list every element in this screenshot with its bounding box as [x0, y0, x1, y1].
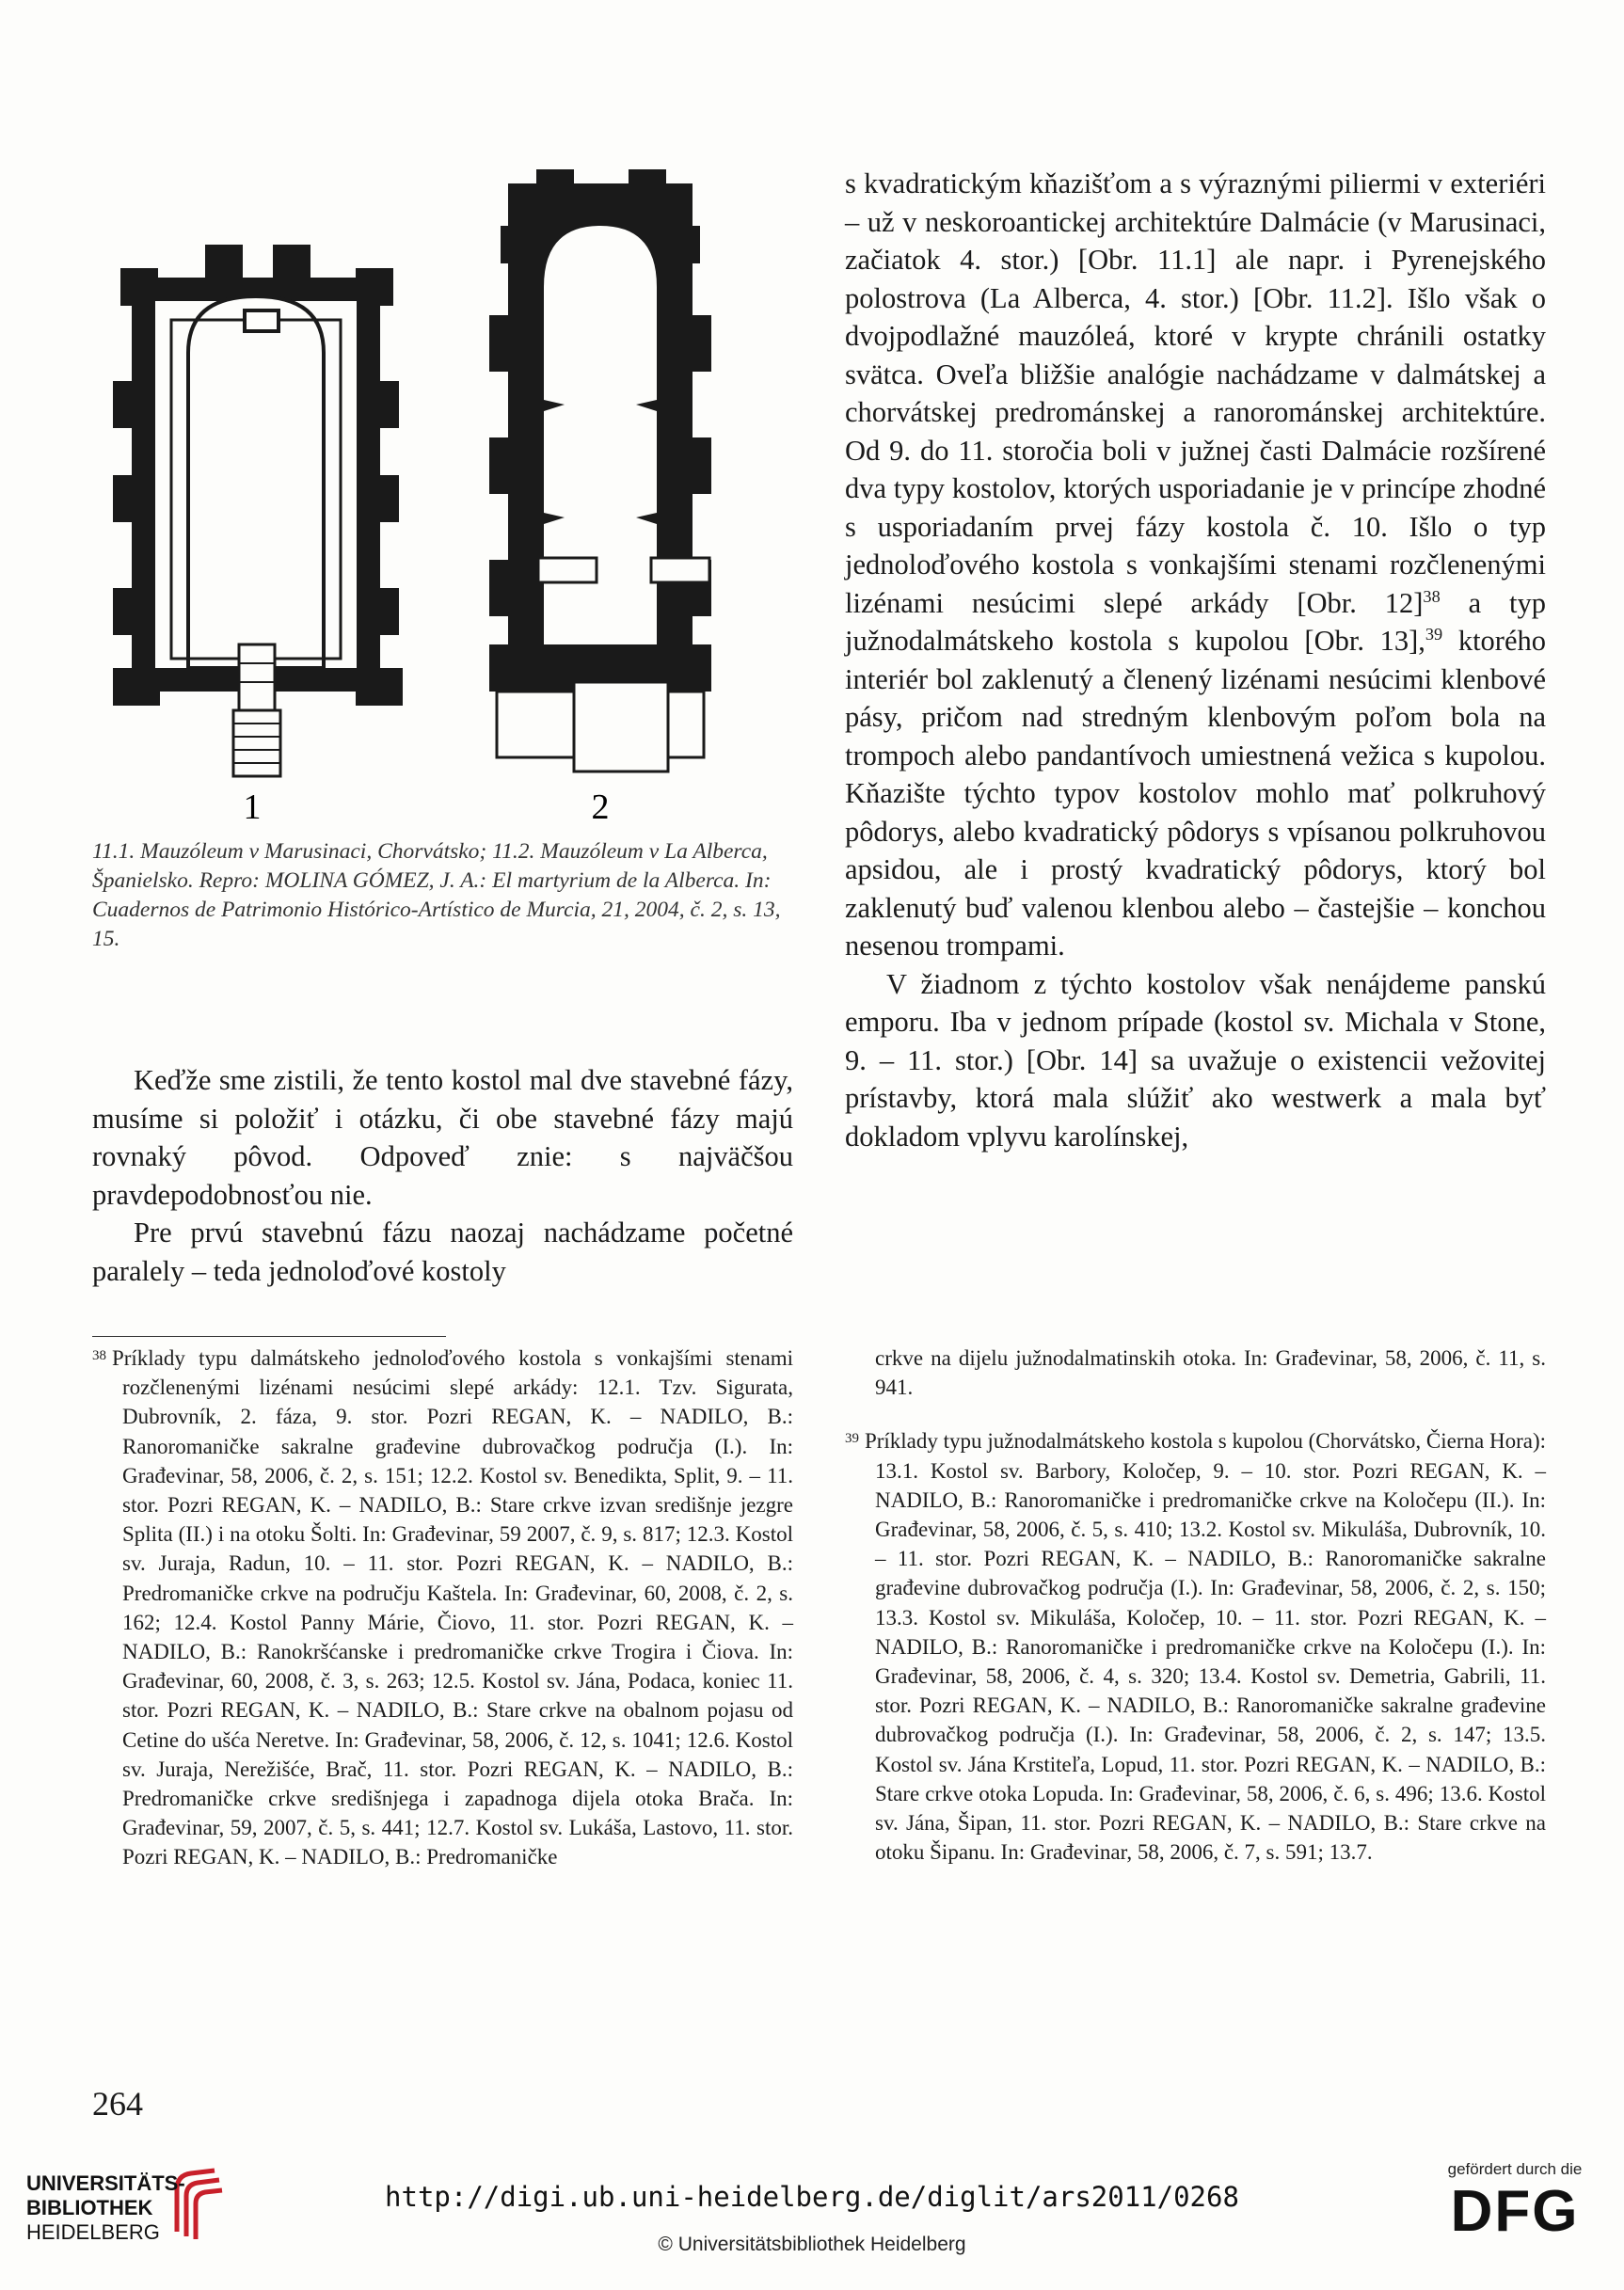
- footnote-ref-39[interactable]: 39: [1425, 624, 1443, 644]
- library-name-line2: BIBLIOTHEK: [26, 2196, 153, 2219]
- footnote-38-continued: crkve na dijelu južnodalmatinskih otoka. In: Građevinar, 58, 2006, č. 11, s. 941.: [875, 1346, 1546, 1400]
- library-name-line1: UNIVERSITÄTS-: [26, 2171, 185, 2195]
- plan-1-marusinaci: [113, 245, 403, 776]
- footnote-separator: [92, 1336, 446, 1337]
- right-column-body: [845, 165, 1546, 1155]
- copyright-notice: © Universitätsbibliothek Heidelberg: [658, 2234, 966, 2255]
- library-name-line3: HEIDELBERG: [26, 2220, 160, 2244]
- dfg-label: gefördert durch die: [1447, 2160, 1583, 2178]
- figure-caption: 11.1. Mauzóleum v Marusinaci, Chorvátsko; 11.2. Mauzóleum v La Alberca, Španielsko. Repro: MOLINA GÓMEZ, J. A.: El martyrium de la Alberca. In: Cuadernos de Patrimonio Histórico-Artístico de Murcia, 21, 2004, č. 2, s. 13, 15.: [92, 839, 781, 951]
- page-number: 264: [92, 2085, 143, 2123]
- paragraph: V žiadnom z týchto kostolov však nenájdeme panskú emporu. Iba v jednom prípade (kostol sv. Michala v Stone, 9. – 11. stor.) [Obr. 14] sa uvažuje o existencii vežovitej prístavby, ktorá mala slúžiť ako westwerk a mala byť dokladom vplyvu karolínskej,: [845, 967, 1546, 1153]
- footnote-number: 39: [845, 1431, 859, 1447]
- plan-2-la-alberca: [489, 169, 711, 771]
- paragraph: Pre prvú stavebnú fázu naozaj nachádzame početné paralely – teda jednoloďové kostoly: [92, 1217, 793, 1287]
- figure-ground-plans: [94, 155, 781, 833]
- footnote-ref-38[interactable]: 38: [1423, 586, 1441, 606]
- source-url-link[interactable]: http://digi.ub.uni-heidelberg.de/diglit/ars2011/0268: [385, 2181, 1239, 2213]
- footnote-38: $^{38}$ Príklady typu dalmátskeho jednoloďového kostola s vonkajšími stenami rozčlenenými lizénami nesúcimi slepé arkády: 12.1. Tzv. Sigurata, Dubrovník, 2. fáza, 9. stor. Pozri REGAN, K. – NADILO, B.: Ranoromaničke sakralne građevine dubrovačkog područja (I.). In: Građevinar, 58, 2006, č. 2, s. 151; 12.2. Kostol sv. Benedikta, Split, 9. – 11. stor. Pozri REGAN, K. – NADILO, B.: Stare crkve izvan središnje jezgre Splita (II.) i na otoku Šolti. In: Građevinar, 59 2007, č. 9, s. 817; 12.3. Kostol sv. Juraja, Radun, 10. – 11. stor. Pozri REGAN, K. – NADILO, B.: Predromaničke crkve na području Kaštela. In: Građevinar, 60, 2008, č. 2, s. 162; 12.4. Kostol Panny Márie, Čiovo, 11. stor. Pozri REGAN, K. – NADILO, B.: Ranokršćanske i predromaničke crkve Trogira i Čiova. In: Građevinar, 60, 2008, č. 3, s. 263; 12.5. Kostol sv. Jána, Podaca, koniec 11. stor. Pozri REGAN, K. – NADILO, B.: Stare crkve na obalnom pojasu od Cetine do ušća Neretve. In: Građevinar, 58, 2006, č. 12, s. 1041; 12.6. Kostol sv. Juraja, Nerežišće, Brač, 11. stor. Pozri REGAN, K. – NADILO, B.: Predromaničke crkve središnjega i zapadnoga dijela otoka Brača. In: Građevinar, 59, 2007, č. 5, s. 441; 12.7. Kostol sv. Lukáša, Lastovo, 11. stor. Pozri REGAN, K. – NADILO, B.: Predromaničke: [92, 1346, 793, 1869]
- footnotes-right: [845, 1344, 1546, 1867]
- plan-2-label: 2: [591, 787, 610, 827]
- paragraph: Keďže sme zistili, že tento kostol mal dve stavebné fázy, musíme si položiť i otázku, či obe stavebné fázy majú rovnaký pôvod. Odpoveď znie: s najväčšou pravdepodobnosťou nie.: [92, 1064, 793, 1211]
- left-column-body: [92, 1061, 793, 1290]
- footnote-number: 38: [92, 1348, 106, 1363]
- paragraph: s kvadratickým kňazišťom a s výraznými piliermi v exteriéri – už v neskoroantickej architektúre Dalmácie (v Marusinaci, začiatok 4. stor.) [Obr. 11.1] ale napr. i Pyrenejského polostrova (La Alberca, 4. stor.) [Obr. 11.2]. Išlo však o dvojpodlažné mauzóleá, ktoré v krypte chránili ostatky svätca. Oveľa bližšie analógie nachádzame v dalmátskej a chorvátskej predrománskej a ranorománskej architektúre. Od 9. do 11. storočia boli v južnej časti Dalmácie rozšírené dva typy kostolov, ktorých usporiadanie je v princípe zhodné s usporiadaním prvej fázy kostola č. 10. Išlo o typ jednoloďového kostola s vonkajšími stenami rozčlenenými lizénami nesúcimi slepé arkády [Obr. 12]$^{38}$ a typ južnodalmátskeho kostola s kupolou [Obr. 13],$^{39}$ ktorého interiér bol zaklenutý a členený lizénami nesúcimi klenbové pásy, pričom nad stredným klenbovým poľom bola na trompoch alebo pandantívoch umiestnená vežica s kupolou. Kňazište týchto typov kostolov mohlo mať polkruhový pôdorys, alebo kvadratický pôdorys s vpísanou polkruhovou apsidou, ale i prostý kvadratický pôdorys, ktorý bol zaklenutý buď valenou klenbou alebo – častejšie – konchou nesenou trompami.: [845, 167, 1546, 962]
- plan-1-label: 1: [243, 787, 262, 827]
- dfg-funding-logo: [1430, 2160, 1600, 2245]
- dfg-logo-text: DFG: [1450, 2179, 1580, 2244]
- footnote-39: $^{39}$ Príklady typu južnodalmátskeho kostola s kupolou (Chorvátsko, Čierna Hora): 13.1. Kostol sv. Barbory, Koločep, 9. – 10. stor. Pozri REGAN, K. – NADILO, B.: Ranoromaničke i predromaničke crkve na Koločepu (II.). In: Građevinar, 58, 2006, č. 5, s. 410; 13.2. Kostol sv. Mikuláša, Dubrovník, 10. – 11. stor. Pozri REGAN, K. – NADILO, B.: Ranoromaničke sakralne građevine dubrovačkog područja (I.). In: Građevinar, 58, 2006, č. 2, s. 150; 13.3. Kostol sv. Mikuláša, Koločep, 10. – 11. stor. Pozri REGAN, K. – NADILO, B.: Ranoromaničke i predromaničke crkve na Koločepu (I.). In: Građevinar, 58, 2006, č. 4, s. 320; 13.4. Kostol sv. Demetria, Gabrili, 11. stor. Pozri REGAN, K. – NADILO, B.: Ranoromaničke sakralne građevine dubrovačkog područja (I.). In: Građevinar, 58, 2006, č. 2, s. 147; 13.5. Kostol sv. Jána Krstiteľa, Lopud, 11. stor. Pozri REGAN, K. – NADILO, B.: Stare crkve otoka Lopuda. In: Građevinar, 58, 2006, č. 6, s. 496; 13.6. Kostol sv. Jána, Šipan, 11. stor. Pozri REGAN, K. – NADILO, B.: Stare crkve na otoku Šipanu. In: Građevinar, 58, 2006, č. 7, s. 591; 13.7.: [845, 1429, 1546, 1865]
- footnotes-left: [92, 1344, 793, 1872]
